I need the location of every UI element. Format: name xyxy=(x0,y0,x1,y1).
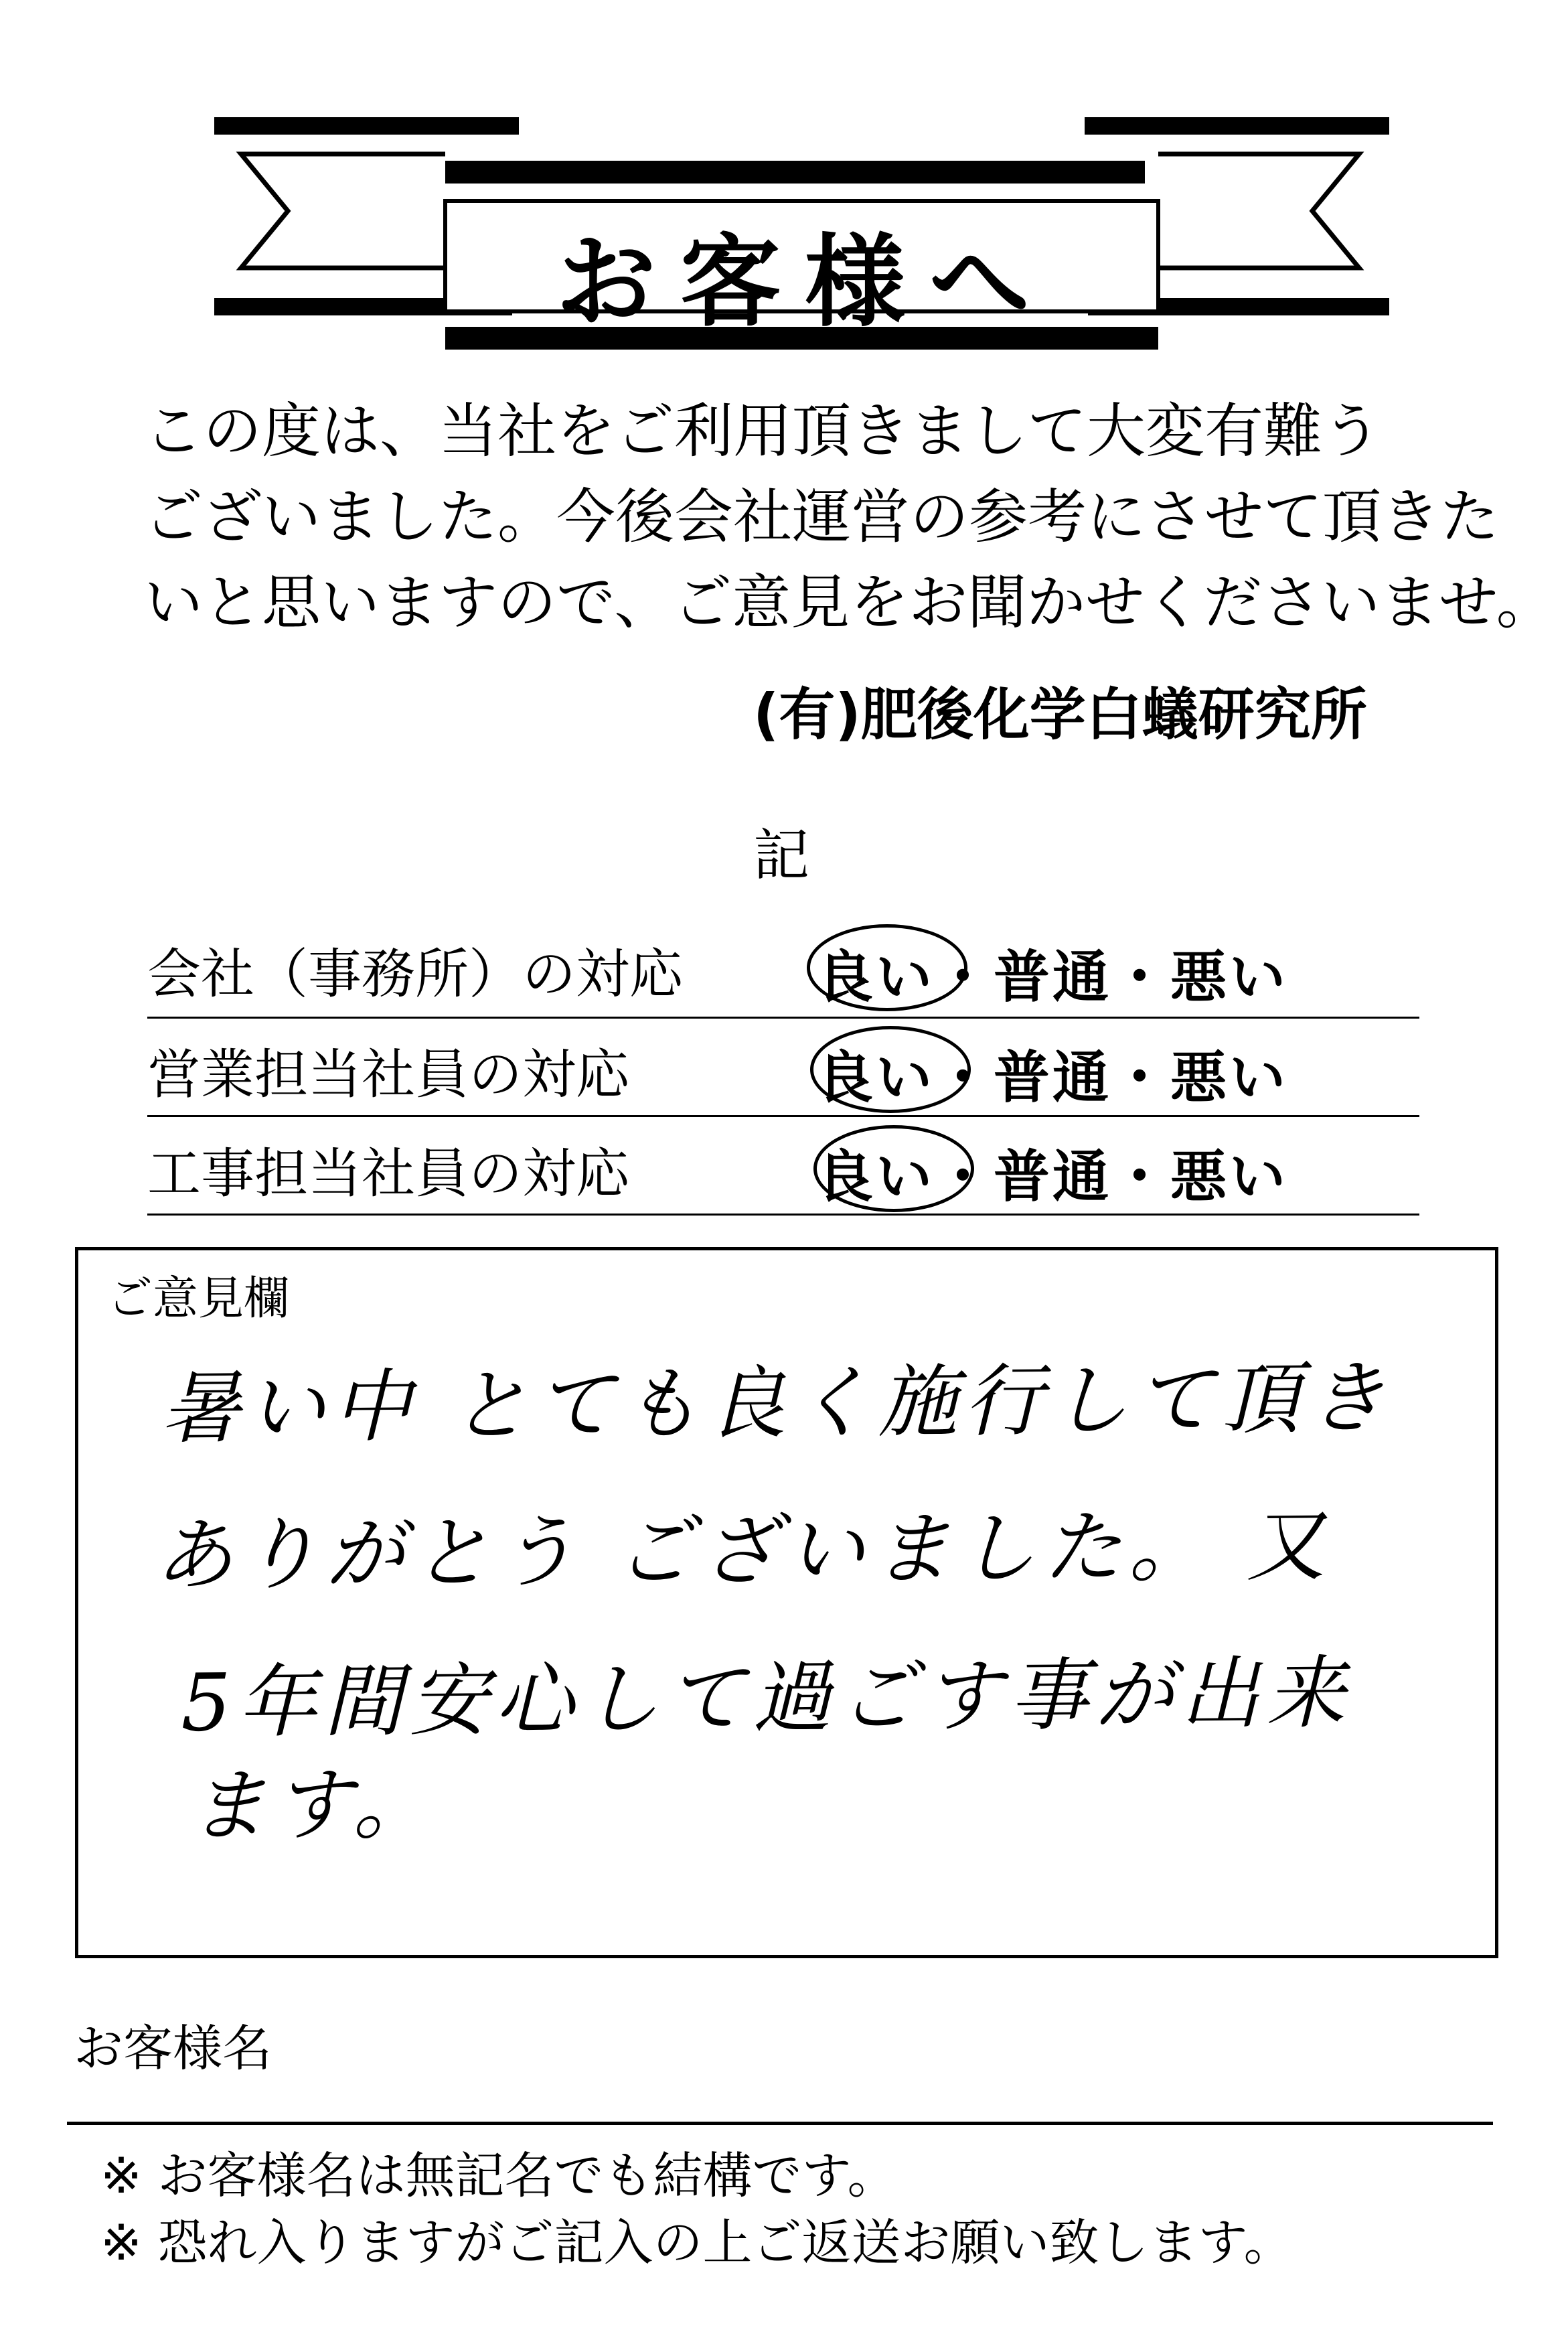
intro-line: ございました。今後会社運営の参考にさせて頂きた xyxy=(144,482,1500,551)
rating-options-sales[interactable]: 良い・普通・悪い xyxy=(817,1045,1289,1110)
page-title: お客様へ xyxy=(556,223,1054,341)
handwritten-line: ます。 xyxy=(187,1757,439,1852)
row-divider xyxy=(147,1214,1419,1216)
row-divider xyxy=(147,1017,1419,1019)
company-name: (有)肥後化学白蟻研究所 xyxy=(753,682,1367,747)
row-divider xyxy=(147,1115,1419,1117)
rating-options-company[interactable]: 良い・普通・悪い xyxy=(817,944,1289,1010)
intro-line: この度は、当社をご利用頂きまして大変有難う xyxy=(144,396,1382,465)
handwritten-line: 5年間安心して過ごす事が出来 xyxy=(180,1646,1352,1749)
selected-circle xyxy=(810,1026,971,1113)
customer-name-label: お客様名 xyxy=(74,2020,272,2077)
ki-heading: 記 xyxy=(753,822,810,888)
opinion-label: ご意見欄 xyxy=(107,1272,290,1325)
handwritten-line: 暑い中 とても良く施行して頂き xyxy=(160,1351,1393,1455)
rating-label-construction: 工事担当社員の対応 xyxy=(147,1143,629,1205)
selected-circle xyxy=(807,924,967,1011)
intro-paragraph xyxy=(144,388,1555,646)
note-line: ※ 恐れ入りますがご記入の上ご返送お願い致します。 xyxy=(100,2214,1293,2272)
rating-label-sales: 営業担当社員の対応 xyxy=(147,1043,629,1106)
intro-line: いと思いますので、ご意見をお聞かせくださいませ。 xyxy=(144,568,1555,637)
rating-options-construction[interactable]: 良い・普通・悪い xyxy=(817,1144,1289,1209)
rating-label-company: 会社（事務所）の対応 xyxy=(147,943,683,1005)
selected-circle xyxy=(813,1125,974,1212)
customer-name-field[interactable] xyxy=(67,2122,1493,2125)
handwritten-line: ありがとう ございました。 又 xyxy=(153,1499,1332,1602)
note-line: ※ お客様名は無記名でも結構です。 xyxy=(100,2147,897,2205)
